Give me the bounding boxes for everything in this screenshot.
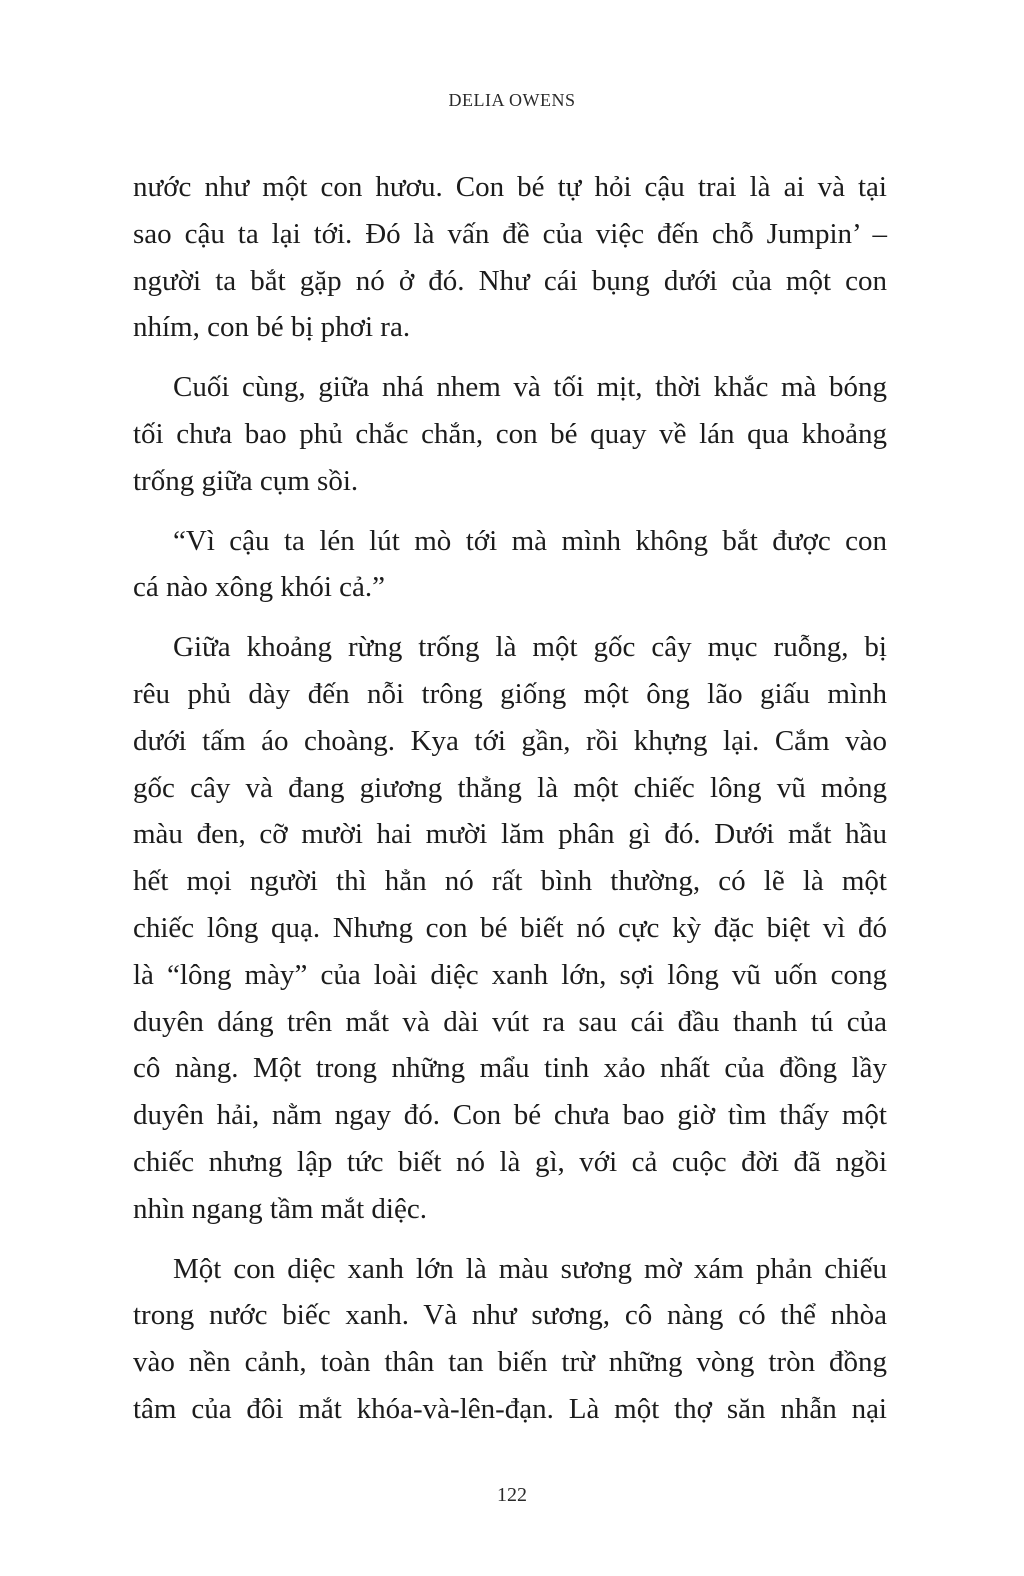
paragraph-2 [133,364,887,504]
text-line: duyên dáng trên mắt và dài vút ra sau cái đầu thanh tú của [133,1005,887,1038]
body-text [133,164,887,1446]
text-line: chiếc nhưng lập tức biết nó là gì, với cả cuộc đời đã ngồi [133,1145,887,1178]
text-line: hết mọi người thì hẳn nó rất bình thường, có lẽ là một [133,865,887,898]
paragraph-1 [133,164,887,351]
text-line: sao cậu ta lại tới. Đó là vấn đề của việc đến chỗ Jumpin’ – [133,217,887,250]
running-head-author: DELIA OWENS [448,90,576,110]
paragraph-4 [133,624,887,1232]
text-line: chiếc lông quạ. Nhưng con bé biết nó cực kỳ đặc biệt vì đó [133,911,887,944]
text-line: màu đen, cỡ mười hai mười lăm phân gì đó. Dưới mắt hầu [133,818,887,851]
paragraph-3-dialogue [133,518,887,612]
text-line: trống giữa cụm sồi. [133,464,359,497]
text-line: gốc cây và đang giương thẳng là một chiếc lông vũ mỏng [133,771,887,804]
text-line: Một con diệc xanh lớn là màu sương mờ xám phản chiếu [173,1252,887,1285]
page-number: 122 [497,1484,527,1506]
text-line: “Vì cậu ta lén lút mò tới mà mình không bắt được con [173,524,887,557]
text-line: là “lông mày” của loài diệc xanh lớn, sợi lông vũ uốn cong [133,958,887,991]
text-line: trong nước biếc xanh. Và như sương, cô nàng có thể nhòa [133,1299,887,1332]
text-line: người ta bắt gặp nó ở đó. Như cái bụng dưới của một con [133,264,887,297]
text-line: Giữa khoảng rừng trống là một gốc cây mục ruỗng, bị [173,631,887,664]
text-line: vào nền cảnh, toàn thân tan biến trừ những vòng tròn đồng [133,1346,887,1379]
text-line: cô nàng. Một trong những mẩu tinh xảo nhất của đồng lầy [133,1052,887,1085]
text-line: dưới tấm áo choàng. Kya tới gần, rồi khựng lại. Cắm vào [133,724,887,757]
text-line: tâm của đôi mắt khóa-và-lên-đạn. Là một thợ săn nhẫn nại [133,1392,887,1425]
text-line: Cuối cùng, giữa nhá nhem và tối mịt, thời khắc mà bóng [173,371,887,404]
text-line: nhìn ngang tầm mắt diệc. [133,1192,427,1225]
text-line: nhím, con bé bị phơi ra. [133,311,411,344]
paragraph-5 [133,1246,887,1433]
text-line: cá nào xông khói cả.” [133,571,386,604]
text-line: rêu phủ dày đến nỗi trông giống một ông lão giấu mình [133,677,887,710]
text-line: tối chưa bao phủ chắc chắn, con bé quay về lán qua khoảng [133,417,887,450]
text-line: duyên hải, nằm ngay đó. Con bé chưa bao giờ tìm thấy một [133,1099,887,1132]
text-line: nước như một con hươu. Con bé tự hỏi cậu trai là ai và tại [133,171,887,203]
